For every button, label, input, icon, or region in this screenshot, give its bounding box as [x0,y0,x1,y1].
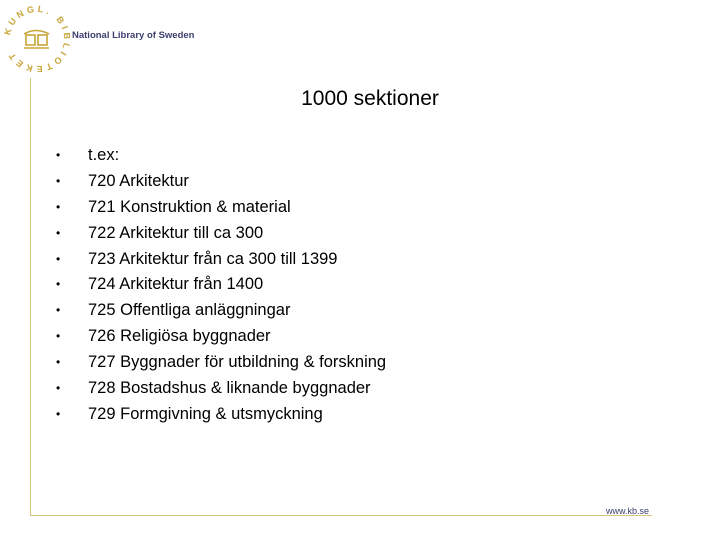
bullet-icon: • [56,251,61,266]
bullet-icon: • [56,381,61,396]
list-item-text: 725 Offentliga anläggningar [88,301,291,320]
svg-text:KUNGL. BIBLIOTEKET: KUNGL. BIBLIOTEKET [2,3,72,72]
bullet-icon: • [56,329,61,344]
list-item-text: 724 Arkitektur från 1400 [88,275,264,294]
bullet-icon: • [56,406,61,421]
bullet-icon: • [56,277,61,292]
list-item-text: 722 Arkitektur till ca 300 [88,223,264,242]
list-item-text: 723 Arkitektur från ca 300 till 1399 [88,249,338,268]
list-item-text: 721 Konstruktion & material [88,197,291,216]
list-item-text: t.ex: [88,146,120,164]
kb-emblem-icon [2,2,72,72]
bullet-icon: • [56,225,61,240]
bullet-icon: • [56,199,61,214]
list-item-text: 727 Byggnader för utbildning & forskning [88,353,387,372]
footer-url-link[interactable]: www.kb.se [606,506,650,516]
kb-logo[interactable] [0,0,200,72]
organization-name: National Library of Sweden [72,30,195,41]
left-divider [30,78,31,515]
list-item-text: 726 Religiösa byggnader [88,327,271,346]
bullet-icon: • [56,355,61,370]
slide-title: 1000 sektioner [301,87,439,110]
bullet-icon: • [56,173,61,188]
list-item-text: 729 Formgivning & utsmyckning [88,404,323,423]
list-item-text: 720 Arkitektur [88,171,189,190]
bullet-icon: • [56,303,61,318]
list-item-text: 728 Bostadshus & liknande byggnader [88,379,371,398]
bottom-divider [30,515,652,516]
bullet-icon: • [56,148,61,162]
